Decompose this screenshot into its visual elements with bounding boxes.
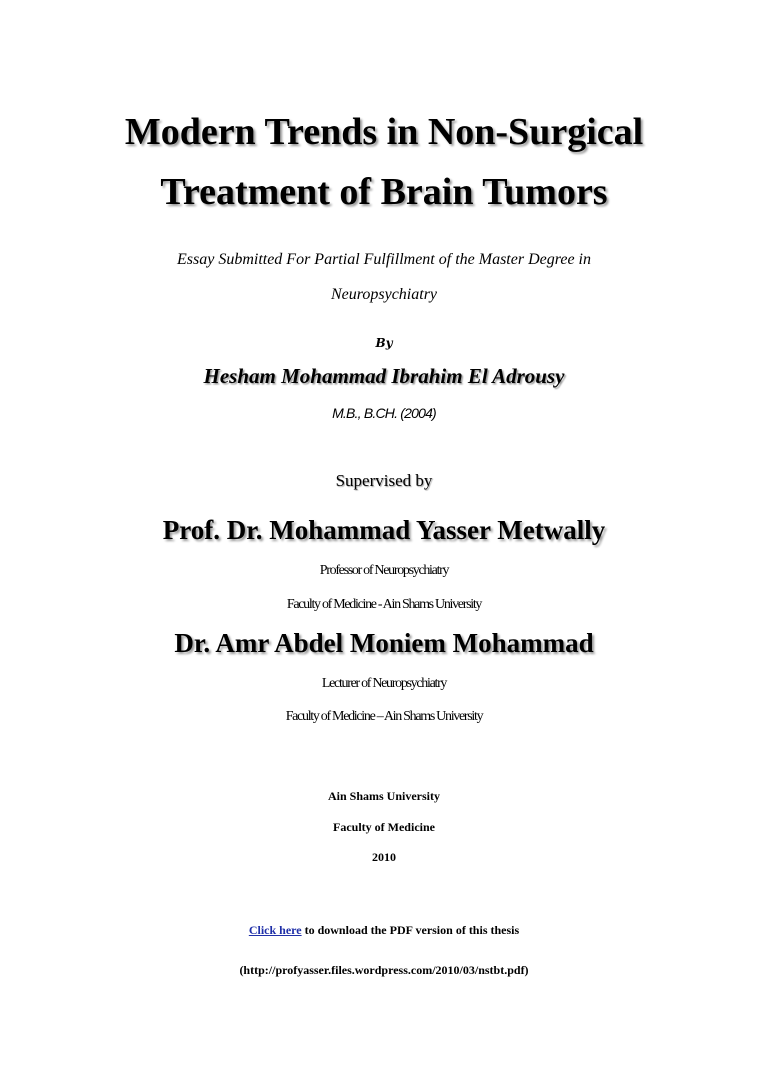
- supervisor-1-name: Prof. Dr. Mohammad Yasser Metwally: [162, 515, 606, 545]
- supervisor-2-role: Lecturer of Neuropsychiatry: [321, 676, 447, 691]
- supervisor-2-affiliation: Faculty of Medicine – Ain Shams University: [285, 709, 483, 724]
- download-link[interactable]: Click here: [248, 923, 302, 937]
- title-line-1: Modern Trends in Non-Surgical: [124, 111, 644, 153]
- supervisor-1-role: Professor of Neuropsychiatry: [319, 563, 449, 578]
- faculty-name: Faculty of Medicine: [333, 820, 435, 834]
- author-degree: M.B., B.CH. (2004): [332, 405, 436, 421]
- download-text: to download the PDF version of this thesis: [301, 923, 520, 937]
- essay-line-2: Neuropsychiatry: [330, 286, 438, 303]
- download-line: [0, 923, 768, 938]
- download-url: (http://profyasser.files.wordpress.com/2010/03/nstbt.pdf): [239, 963, 529, 977]
- author-name: Hesham Mohammad Ibrahim El Adrousy: [203, 364, 565, 388]
- university-name: Ain Shams University: [327, 789, 440, 803]
- by-label: By: [375, 336, 393, 350]
- essay-line-1: Essay Submitted For Partial Fulfillment of the Master Degree in: [176, 251, 591, 268]
- title-line-2: Treatment of Brain Tumors: [160, 171, 608, 213]
- year: 2010: [372, 850, 396, 864]
- supervisor-2-name: Dr. Amr Abdel Moniem Mohammad: [174, 628, 594, 658]
- supervisor-1-affiliation: Faculty of Medicine - Ain Shams University: [286, 597, 482, 612]
- supervised-by-label: Supervised by: [335, 471, 433, 490]
